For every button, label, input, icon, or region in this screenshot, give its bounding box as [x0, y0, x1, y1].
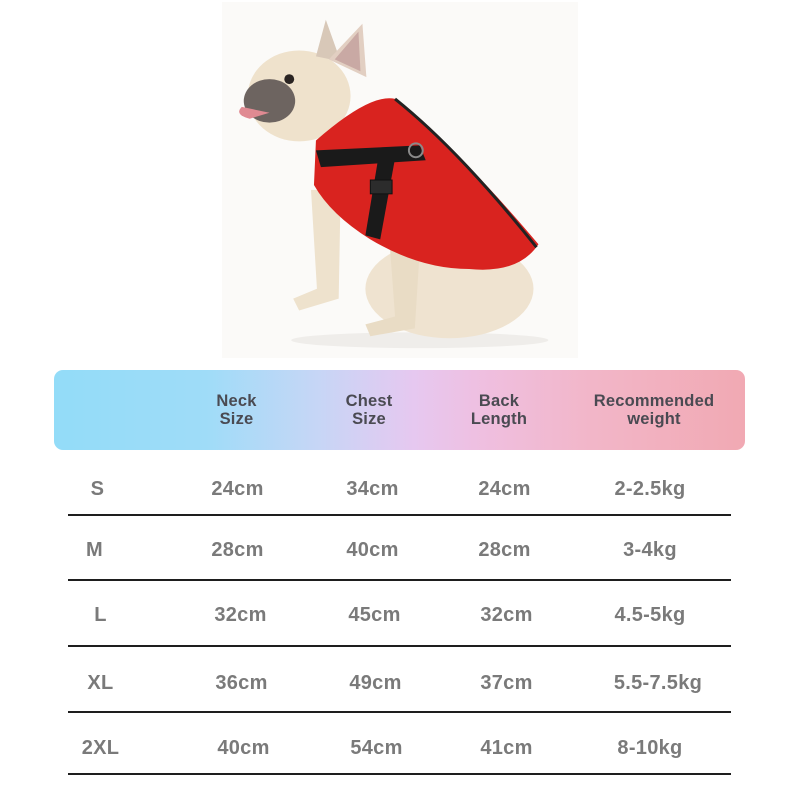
size-cell: L: [94, 603, 107, 626]
size-chart-header: [54, 370, 745, 450]
weight-cell: 4.5-5kg: [614, 603, 686, 626]
weight-cell: 5.5-7.5kg: [613, 671, 703, 694]
back-cell: 24cm: [478, 477, 531, 500]
row-divider: [68, 773, 731, 775]
header-recommended-weight: [574, 370, 734, 450]
size-cell: S: [90, 477, 105, 500]
back-cell: 41cm: [480, 736, 533, 759]
header-label: Recommended: [593, 392, 715, 410]
neck-cell: 24cm: [211, 477, 264, 500]
header-label: Length: [470, 410, 528, 428]
weight-cell: 2-2.5kg: [614, 477, 686, 500]
back-cell: 28cm: [478, 538, 531, 561]
table-row: [0, 654, 800, 712]
row-divider: [68, 579, 731, 581]
size-cell: XL: [87, 671, 114, 694]
table-row: [0, 521, 800, 579]
row-divider: [68, 514, 731, 516]
size-cell: M: [86, 538, 103, 561]
weight-cell: 3-4kg: [623, 538, 677, 561]
header-chest-size: [309, 370, 429, 450]
product-photo: [222, 2, 578, 358]
row-divider: [68, 711, 731, 713]
chest-cell: 45cm: [348, 603, 401, 626]
back-cell: 32cm: [480, 603, 533, 626]
table-row: [0, 460, 800, 518]
header-back-length: [439, 370, 559, 450]
size-cell: 2XL: [81, 736, 120, 759]
row-divider: [68, 645, 731, 647]
back-cell: 37cm: [480, 671, 533, 694]
chest-cell: 49cm: [349, 671, 402, 694]
table-row: [0, 719, 800, 777]
chest-cell: 54cm: [350, 736, 403, 759]
neck-cell: 36cm: [215, 671, 268, 694]
header-label: Chest: [345, 392, 393, 410]
header-label: Neck: [216, 392, 257, 410]
chest-cell: 40cm: [346, 538, 399, 561]
dog-in-vest-illustration: [222, 2, 578, 358]
header-label: weight: [627, 410, 681, 428]
neck-cell: 28cm: [211, 538, 264, 561]
weight-cell: 8-10kg: [617, 736, 683, 759]
chest-cell: 34cm: [346, 477, 399, 500]
header-neck-size: [179, 370, 294, 450]
neck-cell: 40cm: [217, 736, 270, 759]
header-label: Size: [219, 410, 254, 428]
header-label: Back: [478, 392, 520, 410]
table-row: [0, 586, 800, 644]
header-label: Size: [352, 410, 386, 428]
neck-cell: 32cm: [214, 603, 267, 626]
